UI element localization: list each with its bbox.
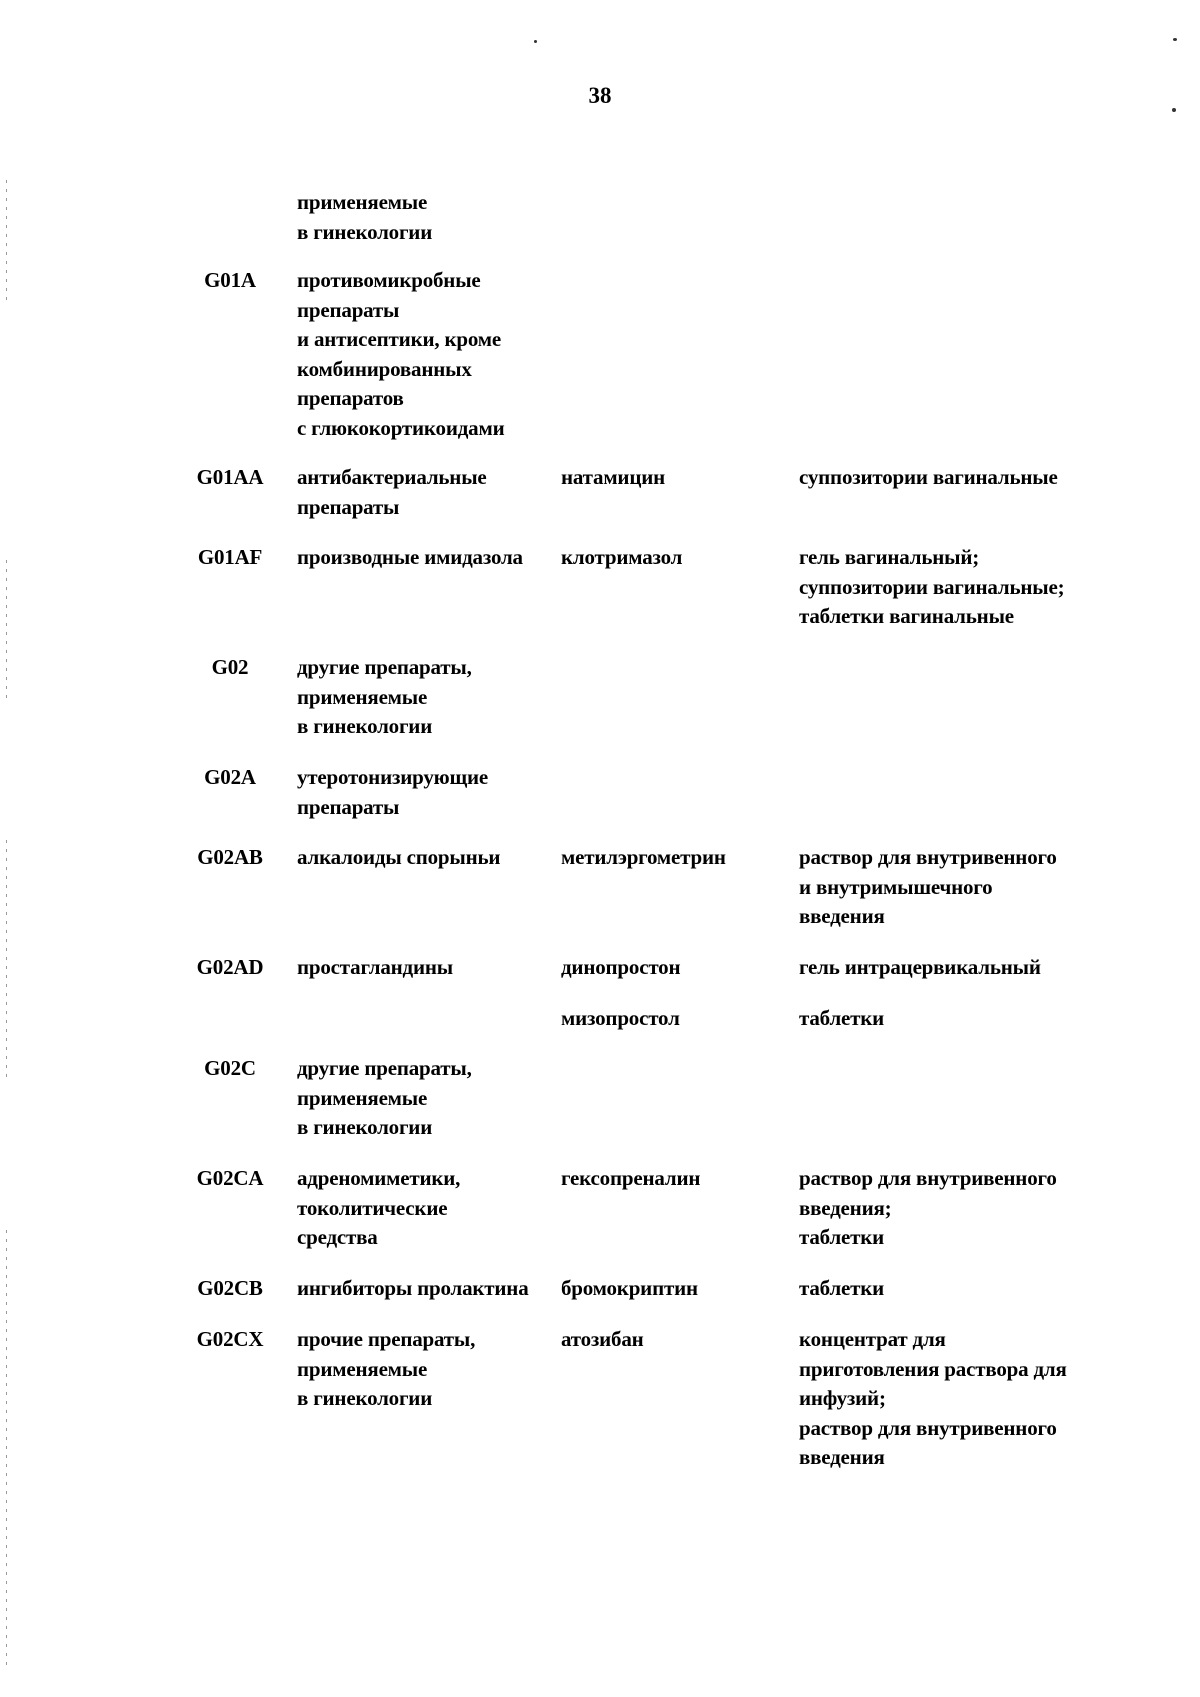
- therapeutic-group: [297, 653, 562, 742]
- dosage-form-line: суппозитории вагинальные: [799, 465, 1058, 489]
- dosage-form-line: введения;: [799, 1195, 892, 1220]
- drug-name: [561, 953, 791, 983]
- atc-code: G01AA: [196, 465, 264, 489]
- therapeutic-group: [297, 843, 562, 873]
- drug-name-line: натамицин: [561, 465, 666, 489]
- therapeutic-group-line: антибактериальные: [297, 465, 487, 489]
- dosage-form-line: гель интрацервикальный: [799, 955, 1041, 979]
- atc-code: G01AF: [197, 545, 263, 569]
- therapeutic-group-line: применяемые: [297, 190, 428, 214]
- dosage-form-line: инфузий;: [799, 1386, 886, 1410]
- dosage-form-line: таблетки: [799, 1006, 885, 1030]
- therapeutic-group: [297, 266, 562, 443]
- therapeutic-group: [297, 1164, 562, 1253]
- therapeutic-group: [297, 463, 562, 522]
- dosage-form-line: таблетки: [799, 1225, 885, 1249]
- drug-name-line: клотримазол: [561, 545, 683, 569]
- drug-name-line: метилэргометрин: [561, 845, 726, 869]
- dosage-form: [799, 1274, 1109, 1304]
- dosage-form: [799, 953, 1109, 983]
- dosage-form: [799, 1325, 1109, 1473]
- dosage-form: [799, 1164, 1109, 1253]
- drug-name-line: бромокриптин: [561, 1276, 698, 1300]
- therapeutic-group-line: в гинекологии: [297, 1386, 433, 1410]
- therapeutic-group-line: препаратов: [297, 386, 404, 410]
- scan-speck: [1172, 108, 1176, 112]
- dosage-form-line: таблетки: [799, 1276, 885, 1300]
- scan-edge-mark: [6, 180, 7, 300]
- dosage-form-line: раствор для внутривенного: [799, 845, 1057, 869]
- therapeutic-group-line: комбинированных: [297, 356, 472, 381]
- therapeutic-group-line: и антисептики, кроме: [297, 327, 501, 351]
- atc-code: G02: [211, 655, 249, 679]
- dosage-form: [799, 463, 1109, 493]
- therapeutic-group-line: в гинекологии: [297, 714, 433, 738]
- therapeutic-group-line: в гинекологии: [297, 1115, 433, 1139]
- therapeutic-group: [297, 543, 562, 573]
- therapeutic-group-line: препараты: [297, 494, 400, 519]
- dosage-form-line: приготовления раствора для: [799, 1356, 1067, 1381]
- therapeutic-group: [297, 1325, 562, 1414]
- scan-speck: [1173, 38, 1177, 41]
- therapeutic-group-line: другие препараты,: [297, 655, 472, 679]
- drug-name: [561, 543, 791, 573]
- therapeutic-group-line: препараты: [297, 297, 400, 322]
- drug-name: [561, 1004, 791, 1034]
- therapeutic-group-line: другие препараты,: [297, 1056, 472, 1080]
- scan-edge-mark: [6, 840, 7, 1080]
- drug-name-line: динопростон: [561, 955, 681, 979]
- dosage-form-line: и внутримышечного: [799, 874, 993, 899]
- atc-code: G02CA: [196, 1166, 264, 1190]
- atc-code: G02AD: [196, 955, 264, 979]
- therapeutic-group-line: применяемые: [297, 684, 428, 709]
- therapeutic-group-line: с глюкокортикоидами: [297, 415, 505, 440]
- page-number: 38: [588, 83, 612, 108]
- therapeutic-group-line: алкалоиды спорыньи: [297, 845, 501, 869]
- therapeutic-group-line: средства: [297, 1225, 378, 1249]
- therapeutic-group-line: применяемые: [297, 1085, 428, 1110]
- therapeutic-group-line: токолитические: [297, 1195, 448, 1220]
- therapeutic-group-line: препараты: [297, 794, 400, 819]
- drug-name: [561, 1274, 791, 1304]
- dosage-form: [799, 543, 1109, 632]
- drug-name: [561, 843, 791, 873]
- dosage-form-line: таблетки вагинальные: [799, 604, 1014, 628]
- scan-speck: [534, 40, 537, 43]
- drug-name: [561, 463, 791, 493]
- therapeutic-group: [297, 188, 562, 247]
- scan-edge-mark: [6, 560, 7, 700]
- therapeutic-group-line: простагландины: [297, 955, 453, 979]
- drug-name-line: атозибан: [561, 1327, 644, 1351]
- atc-code: G02A: [204, 765, 256, 789]
- therapeutic-group-line: противомикробные: [297, 268, 481, 292]
- atc-code: G01A: [204, 268, 256, 292]
- therapeutic-group: [297, 1274, 562, 1304]
- atc-code: G02C: [204, 1056, 256, 1080]
- therapeutic-group-line: производные имидазола: [297, 545, 523, 569]
- therapeutic-group: [297, 1054, 562, 1143]
- dosage-form-line: концентрат для: [799, 1327, 946, 1351]
- therapeutic-group-line: прочие препараты,: [297, 1327, 476, 1351]
- dosage-form: [799, 843, 1109, 932]
- dosage-form-line: суппозитории вагинальные;: [799, 574, 1065, 599]
- therapeutic-group-line: утеротонизирующие: [297, 765, 489, 789]
- atc-code: G02CB: [197, 1276, 263, 1300]
- drug-name: [561, 1325, 791, 1355]
- therapeutic-group: [297, 953, 562, 983]
- drug-name-line: гексопреналин: [561, 1166, 701, 1190]
- scan-edge-mark: [6, 1230, 7, 1670]
- dosage-form-line: раствор для внутривенного: [799, 1166, 1057, 1190]
- therapeutic-group: [297, 763, 562, 822]
- drug-name-line: мизопростол: [561, 1006, 680, 1030]
- dosage-form-line: введения: [799, 1445, 885, 1469]
- therapeutic-group-line: в гинекологии: [297, 219, 433, 244]
- drug-name: [561, 1164, 791, 1194]
- dosage-form: [799, 1004, 1109, 1034]
- atc-code: G02CX: [196, 1327, 264, 1351]
- dosage-form-line: введения: [799, 904, 885, 928]
- therapeutic-group-line: ингибиторы пролактина: [297, 1276, 529, 1300]
- dosage-form-line: гель вагинальный;: [799, 545, 980, 569]
- therapeutic-group-line: применяемые: [297, 1356, 428, 1381]
- therapeutic-group-line: адреномиметики,: [297, 1166, 461, 1190]
- atc-code: G02AB: [197, 845, 263, 869]
- dosage-form-line: раствор для внутривенного: [799, 1415, 1057, 1440]
